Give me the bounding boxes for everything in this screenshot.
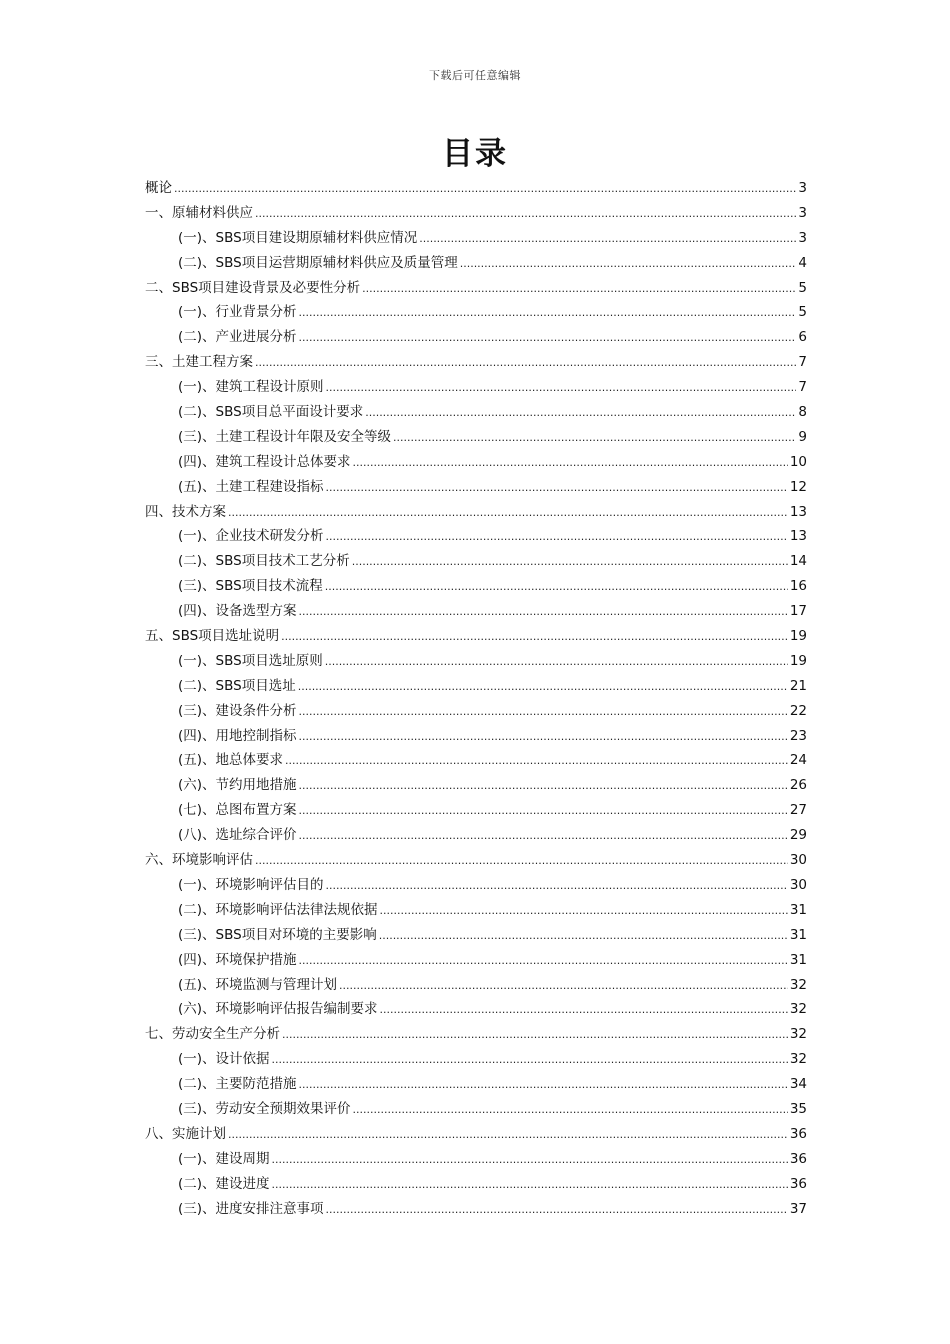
toc-entry[interactable]: [145, 1147, 807, 1172]
toc-entry-page-number: 9: [798, 428, 807, 445]
toc-dot-leader: [353, 1098, 788, 1123]
toc-entry-page-number: 32: [789, 1001, 807, 1018]
toc-entry-label: (五)、土建工程建设指标: [178, 478, 324, 495]
toc-entry-label: 六、环境影响评估: [145, 852, 253, 869]
toc-entry-page-number: 23: [789, 727, 807, 744]
toc-entry-page-number: 10: [789, 453, 807, 470]
toc-entry-label: (三)、劳动安全预期效果评价: [178, 1100, 351, 1117]
toc-entry[interactable]: [145, 1072, 807, 1097]
toc-entry-label: (一)、环境影响评估目的: [178, 876, 324, 893]
toc-entry-page-number: 3: [798, 204, 807, 221]
toc-entry-page-number: 17: [789, 603, 807, 620]
toc-entry-page-number: 36: [789, 1125, 807, 1142]
toc-entry[interactable]: [145, 226, 807, 251]
toc-entry[interactable]: [145, 923, 807, 948]
toc-entry-label: (一)、SBS项目选址原则: [178, 652, 323, 669]
toc-entry-page-number: 12: [789, 478, 807, 495]
toc-entry-label: (一)、企业技术研发分析: [178, 528, 324, 545]
toc-entry-label: (一)、SBS项目建设期原辅材料供应情况: [178, 229, 418, 246]
toc-entry-page-number: 29: [789, 827, 807, 844]
toc-entry-label: (二)、SBS项目选址: [178, 677, 296, 694]
toc-entry-label: (四)、环境保护措施: [178, 951, 297, 968]
toc-entry-label: (二)、产业进展分析: [178, 329, 297, 346]
toc-entry[interactable]: [145, 674, 807, 699]
toc-entry[interactable]: [145, 1122, 807, 1147]
toc-entry-page-number: 7: [798, 354, 807, 371]
toc-entry-page-number: 21: [789, 677, 807, 694]
toc-entry-label: (二)、主要防范措施: [178, 1076, 297, 1093]
toc-entry[interactable]: [145, 898, 807, 923]
toc-entry-label: 五、SBS项目选址说明: [145, 628, 280, 645]
toc-entry-label: (二)、SBS项目技术工艺分析: [178, 553, 350, 570]
toc-dot-leader: [299, 600, 788, 625]
toc-entry[interactable]: [145, 475, 807, 500]
toc-dot-leader: [326, 1198, 788, 1223]
toc-entry-label: (三)、SBS项目对环境的主要影响: [178, 926, 377, 943]
toc-entry-label: (一)、建设周期: [178, 1150, 270, 1167]
toc-entry-page-number: 31: [789, 926, 807, 943]
toc-dot-leader: [326, 874, 788, 899]
toc-entry-page-number: 6: [798, 329, 807, 346]
toc-dot-leader: [272, 1173, 788, 1198]
toc-entry[interactable]: [145, 400, 807, 425]
toc-entry-label: (五)、环境监测与管理计划: [178, 976, 338, 993]
toc-entry[interactable]: [145, 948, 807, 973]
toc-dot-leader: [281, 625, 788, 650]
toc-dot-leader: [299, 774, 788, 799]
toc-entry-label: (一)、行业背景分析: [178, 304, 297, 321]
toc-entry[interactable]: [145, 350, 807, 375]
toc-entry[interactable]: [145, 1172, 807, 1197]
toc-entry-page-number: 19: [789, 628, 807, 645]
toc-entry[interactable]: [145, 549, 807, 574]
toc-dot-leader: [393, 426, 796, 451]
toc-dot-leader: [282, 1023, 788, 1048]
toc-entry-page-number: 30: [789, 852, 807, 869]
toc-dot-leader: [352, 550, 788, 575]
toc-dot-leader: [419, 227, 796, 252]
toc-entry-page-number: 27: [789, 802, 807, 819]
toc-entry-page-number: 4: [798, 254, 807, 271]
toc-entry-label: (二)、环境影响评估法律法规依据: [178, 901, 378, 918]
toc-entry[interactable]: [145, 325, 807, 350]
toc-entry[interactable]: [145, 201, 807, 226]
toc-dot-leader: [255, 351, 796, 376]
toc-dot-leader: [365, 401, 796, 426]
toc-entry-page-number: 13: [789, 503, 807, 520]
toc-dot-leader: [299, 949, 788, 974]
toc-dot-leader: [326, 376, 797, 401]
toc-entry-label: 概论: [145, 180, 172, 196]
toc-dot-leader: [362, 277, 796, 302]
toc-entry-label: (五)、地总体要求: [178, 752, 284, 769]
toc-dot-leader: [299, 725, 788, 750]
toc-entry-page-number: 36: [789, 1150, 807, 1167]
toc-entry-page-number: 24: [789, 752, 807, 769]
toc-entry-label: (三)、建设条件分析: [178, 702, 297, 719]
toc-dot-leader: [272, 1148, 788, 1173]
page-header: 下载后可任意编辑: [429, 69, 521, 82]
toc-entry[interactable]: [145, 848, 807, 873]
toc-dot-leader: [325, 650, 788, 675]
table-of-contents: [145, 176, 807, 1221]
toc-entry-page-number: 30: [789, 876, 807, 893]
toc-entry[interactable]: [145, 624, 807, 649]
toc-entry[interactable]: [145, 1097, 807, 1122]
toc-entry[interactable]: [145, 873, 807, 898]
toc-dot-leader: [326, 525, 788, 550]
toc-dot-leader: [325, 575, 788, 600]
toc-dot-leader: [380, 998, 788, 1023]
toc-entry[interactable]: [145, 251, 807, 276]
toc-entry[interactable]: [145, 450, 807, 475]
toc-entry-page-number: 37: [789, 1200, 807, 1217]
toc-entry-label: 八、实施计划: [145, 1125, 226, 1142]
toc-entry-page-number: 22: [789, 702, 807, 719]
toc-entry-label: (一)、建筑工程设计原则: [178, 379, 324, 396]
toc-entry-label: (二)、建设进度: [178, 1175, 270, 1192]
toc-entry-page-number: 35: [789, 1100, 807, 1117]
toc-entry-page-number: 32: [789, 976, 807, 993]
toc-entry-label: (三)、土建工程设计年限及安全等级: [178, 428, 392, 445]
toc-entry-label: (七)、总图布置方案: [178, 802, 297, 819]
toc-entry[interactable]: [145, 574, 807, 599]
toc-entry-label: 三、土建工程方案: [145, 354, 253, 371]
toc-dot-leader: [353, 451, 788, 476]
toc-dot-leader: [379, 924, 788, 949]
toc-entry[interactable]: [145, 599, 807, 624]
toc-entry[interactable]: [145, 823, 807, 848]
toc-dot-leader: [299, 700, 788, 725]
toc-dot-leader: [299, 799, 788, 824]
toc-entry-label: 七、劳动安全生产分析: [145, 1026, 280, 1043]
toc-dot-leader: [174, 177, 796, 202]
toc-dot-leader: [228, 501, 788, 526]
toc-entry[interactable]: [145, 1197, 807, 1222]
toc-entry-label: (六)、环境影响评估报告编制要求: [178, 1001, 378, 1018]
toc-entry-page-number: 13: [789, 528, 807, 545]
toc-dot-leader: [298, 675, 788, 700]
toc-entry-label: (一)、设计依据: [178, 1051, 270, 1068]
toc-entry-page-number: 32: [789, 1026, 807, 1043]
toc-entry[interactable]: [145, 798, 807, 823]
toc-entry[interactable]: [145, 724, 807, 749]
toc-entry-page-number: 8: [798, 404, 807, 421]
toc-entry[interactable]: [145, 997, 807, 1022]
toc-entry-page-number: 16: [789, 578, 807, 595]
toc-entry[interactable]: [145, 1047, 807, 1072]
toc-entry-page-number: 31: [789, 951, 807, 968]
toc-entry-page-number: 31: [789, 901, 807, 918]
toc-entry-page-number: 19: [789, 652, 807, 669]
toc-entry-label: (三)、进度安排注意事项: [178, 1200, 324, 1217]
toc-entry[interactable]: [145, 524, 807, 549]
toc-entry-label: 一、原辅材料供应: [145, 204, 253, 221]
toc-entry[interactable]: [145, 300, 807, 325]
toc-dot-leader: [228, 1123, 788, 1148]
toc-dot-leader: [299, 824, 788, 849]
toc-entry-label: (八)、选址综合评价: [178, 827, 297, 844]
toc-dot-leader: [299, 1073, 788, 1098]
toc-entry-label: (四)、用地控制指标: [178, 727, 297, 744]
toc-entry-page-number: 32: [789, 1051, 807, 1068]
toc-entry[interactable]: [145, 973, 807, 998]
toc-dot-leader: [460, 252, 797, 277]
toc-entry-page-number: 36: [789, 1175, 807, 1192]
toc-entry-page-number: 3: [798, 229, 807, 246]
toc-entry-page-number: 3: [798, 180, 807, 196]
toc-entry-label: (四)、设备选型方案: [178, 603, 297, 620]
toc-entry[interactable]: [145, 699, 807, 724]
toc-entry[interactable]: [145, 276, 807, 301]
toc-dot-leader: [285, 749, 788, 774]
toc-entry[interactable]: [145, 1022, 807, 1047]
toc-entry[interactable]: [145, 773, 807, 798]
toc-entry-label: (三)、SBS项目技术流程: [178, 578, 323, 595]
toc-entry[interactable]: [145, 425, 807, 450]
toc-entry-label: (二)、SBS项目运营期原辅材料供应及质量管理: [178, 254, 458, 271]
toc-dot-leader: [255, 849, 788, 874]
toc-entry[interactable]: [145, 375, 807, 400]
toc-entry[interactable]: [145, 500, 807, 525]
toc-dot-leader: [299, 301, 797, 326]
toc-entry-page-number: 5: [798, 304, 807, 321]
toc-entry-label: (四)、建筑工程设计总体要求: [178, 453, 351, 470]
page-title: 目录: [442, 136, 508, 172]
toc-dot-leader: [326, 476, 788, 501]
toc-entry-label: 二、SBS项目建设背景及必要性分析: [145, 279, 361, 296]
toc-dot-leader: [380, 899, 788, 924]
toc-entry-page-number: 26: [789, 777, 807, 794]
toc-entry-label: 四、技术方案: [145, 503, 226, 520]
toc-entry-page-number: 14: [789, 553, 807, 570]
toc-dot-leader: [255, 202, 796, 227]
toc-entry-page-number: 5: [798, 279, 807, 296]
toc-entry-label: (二)、SBS项目总平面设计要求: [178, 404, 364, 421]
toc-entry-label: (六)、节约用地措施: [178, 777, 297, 794]
toc-dot-leader: [299, 326, 797, 351]
toc-dot-leader: [339, 974, 788, 999]
toc-entry[interactable]: [145, 748, 807, 773]
toc-entry-page-number: 34: [789, 1076, 807, 1093]
toc-entry[interactable]: [145, 649, 807, 674]
toc-entry-page-number: 7: [798, 379, 807, 396]
toc-entry[interactable]: [145, 176, 807, 201]
toc-dot-leader: [272, 1048, 788, 1073]
